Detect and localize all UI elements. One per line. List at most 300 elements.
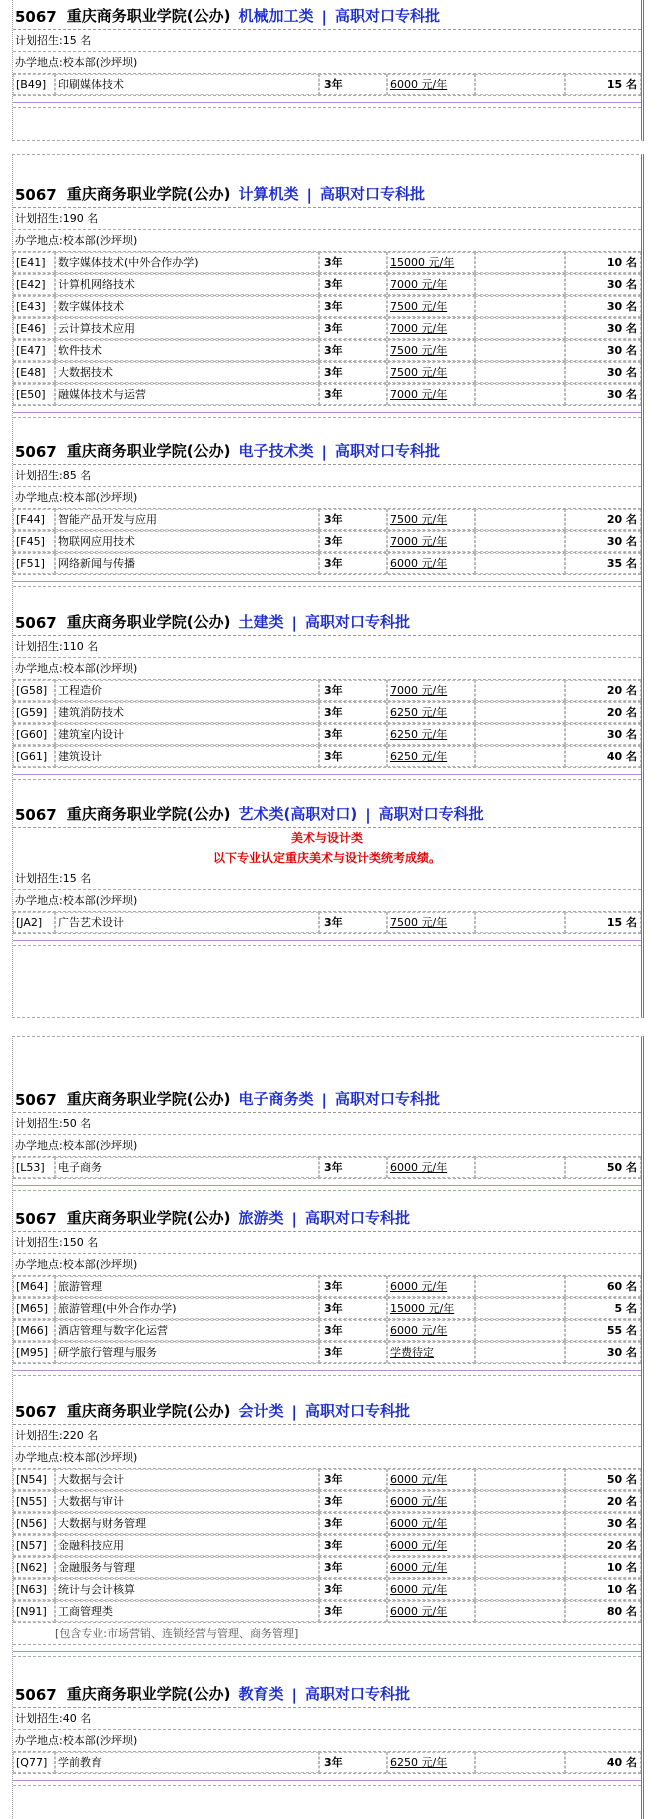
tuition-link[interactable]: 7000 元/年 [387,274,475,295]
blank-cell [475,1557,565,1578]
duration: 3年 [319,74,387,95]
section-divider [13,940,641,941]
major-code: [E41] [13,252,55,273]
batch-link[interactable]: 高职对口专科批 [304,1402,410,1420]
category-link[interactable]: 电子技术类 [238,442,314,460]
major-code: [G60] [13,724,55,745]
campus-label: 办学地点: [15,491,63,504]
school-code: 5067 [15,1403,57,1421]
batch-link[interactable]: 高职对口专科批 [304,1209,410,1227]
blank-cell [475,74,565,95]
enrollment-count: 40 名 [565,1752,641,1773]
plan-count [13,465,641,487]
program-section [13,1085,641,1191]
duration: 3年 [319,680,387,701]
tuition-link[interactable]: 6000 元/年 [387,1491,475,1512]
duration: 3年 [319,1579,387,1600]
major-row [13,1342,641,1364]
plan-label: 计划招生: [15,872,63,885]
program-section [13,1680,641,1786]
major-name: 酒店管理与数字化运营 [55,1320,319,1341]
major-row [13,1469,641,1491]
section-rule [13,1375,641,1376]
separator: | [365,806,371,824]
plan-label: 计划招生: [15,34,63,47]
category-link[interactable]: 电子商务类 [238,1090,314,1108]
plan-value: 190 名 [62,212,99,225]
major-name: 物联网应用技术 [55,531,319,552]
section-divider [13,102,641,103]
tuition-link[interactable]: 6000 元/年 [387,1557,475,1578]
major-code: [N54] [13,1469,55,1490]
tuition-link[interactable]: 6000 元/年 [387,553,475,574]
campus-label: 办学地点: [15,1734,63,1747]
enrollment-count: 50 名 [565,1469,641,1490]
major-code: [E47] [13,340,55,361]
major-code: [F45] [13,531,55,552]
major-row [13,912,641,934]
enrollment-count: 10 名 [565,1557,641,1578]
major-row [13,384,641,406]
major-code: [F51] [13,553,55,574]
major-name: 融媒体技术与运营 [55,384,319,405]
major-row [13,1601,641,1623]
batch-link[interactable]: 高职对口专科批 [334,442,440,460]
blank-cell [475,1320,565,1341]
major-name: 建筑设计 [55,746,319,767]
major-code: [F44] [13,509,55,530]
major-name: 智能产品开发与应用 [55,509,319,530]
duration: 3年 [319,1535,387,1556]
blank-cell [475,746,565,767]
duration: 3年 [319,1298,387,1319]
enrollment-count: 10 名 [565,1579,641,1600]
major-name: 建筑消防技术 [55,702,319,723]
major-row [13,1491,641,1513]
major-code: [N91] [13,1601,55,1622]
tuition-link[interactable]: 学费待定 [387,1342,475,1363]
blank-cell [475,252,565,273]
plan-count [13,868,641,890]
major-name: 大数据与会计 [55,1469,319,1490]
plan-value: 220 名 [62,1429,99,1442]
duration: 3年 [319,274,387,295]
duration: 3年 [319,1276,387,1297]
blank-cell [475,274,565,295]
blank-cell [475,1491,565,1512]
campus-label: 办学地点: [15,1258,63,1271]
duration: 3年 [319,1157,387,1178]
school-code: 5067 [15,806,57,824]
major-row [13,1535,641,1557]
major-name: 旅游管理(中外合作办学) [55,1298,319,1319]
campus-value: 校本部(沙坪坝) [62,56,138,69]
enrollment-count: 30 名 [565,274,641,295]
plan-count [13,1708,641,1730]
campus-label: 办学地点: [15,894,63,907]
program-section [13,180,641,418]
enrollment-count: 20 名 [565,1491,641,1512]
enrollment-count: 30 名 [565,362,641,383]
major-name: 大数据与审计 [55,1491,319,1512]
major-row [13,74,641,96]
major-row [13,531,641,553]
enrollment-count: 35 名 [565,553,641,574]
major-code: [JA2] [13,912,55,933]
major-name: 数字媒体技术 [55,296,319,317]
blank-cell [475,1579,565,1600]
school-code: 5067 [15,8,57,26]
category-link[interactable]: 艺术类(高职对口) [238,805,358,823]
tuition-link[interactable]: 6250 元/年 [387,702,475,723]
section-divider [13,1370,641,1371]
tuition-link[interactable]: 7500 元/年 [387,296,475,317]
major-code: [E42] [13,274,55,295]
tuition-link[interactable]: 6000 元/年 [387,1276,475,1297]
section-rule [13,945,641,946]
major-row [13,1579,641,1601]
section-header [13,800,641,828]
duration: 3年 [319,318,387,339]
major-code: [N62] [13,1557,55,1578]
plan-label: 计划招生: [15,640,63,653]
major-row [13,1557,641,1579]
tuition-link[interactable]: 6000 元/年 [387,1579,475,1600]
blank-cell [475,702,565,723]
blank-cell [475,509,565,530]
blank-cell [475,912,565,933]
category-link[interactable]: 会计类 [238,1402,284,1420]
campus-label: 办学地点: [15,56,63,69]
tuition-link[interactable]: 6000 元/年 [387,1469,475,1490]
plan-label: 计划招生: [15,469,63,482]
section-divider [13,1651,641,1652]
major-name: 广告艺术设计 [55,912,319,933]
separator: | [291,1403,297,1421]
tuition-link[interactable]: 6000 元/年 [387,1320,475,1341]
blank-cell [475,1469,565,1490]
section-rule [13,1785,641,1786]
major-row [13,1513,641,1535]
section-divider [13,774,641,775]
enrollment-count: 5 名 [565,1298,641,1319]
enrollment-count: 60 名 [565,1276,641,1297]
blank-cell [475,1752,565,1773]
duration: 3年 [319,553,387,574]
tuition-link[interactable]: 15000 元/年 [387,252,475,273]
program-section [13,1204,641,1376]
campus-location [13,890,641,912]
section-header [13,1680,641,1708]
major-name: 云计算技术应用 [55,318,319,339]
tuition-link[interactable]: 6000 元/年 [387,1513,475,1534]
major-name: 旅游管理 [55,1276,319,1297]
tuition-link[interactable]: 15000 元/年 [387,1298,475,1319]
duration: 3年 [319,1469,387,1490]
major-row [13,296,641,318]
batch-link[interactable]: 高职对口专科批 [334,7,440,25]
enrollment-count: 20 名 [565,509,641,530]
plan-label: 计划招生: [15,1712,63,1725]
blank-cell [475,296,565,317]
tuition-link[interactable]: 7000 元/年 [387,531,475,552]
campus-value: 校本部(沙坪坝) [62,234,138,247]
major-row [13,1320,641,1342]
separator: | [321,1091,327,1109]
major-row [13,680,641,702]
campus-value: 校本部(沙坪坝) [62,894,138,907]
plan-label: 计划招生: [15,212,63,225]
major-code: [G59] [13,702,55,723]
duration: 3年 [319,296,387,317]
category-link[interactable]: 机械加工类 [238,7,314,25]
campus-value: 校本部(沙坪坝) [62,1139,138,1152]
school-code: 5067 [15,186,57,204]
major-name: 统计与会计核算 [55,1579,319,1600]
duration: 3年 [319,746,387,767]
batch-link[interactable]: 高职对口专科批 [378,805,484,823]
tuition-link[interactable]: 6250 元/年 [387,724,475,745]
major-code: [N57] [13,1535,55,1556]
tuition-link[interactable]: 6250 元/年 [387,746,475,767]
tuition-link[interactable]: 7000 元/年 [387,680,475,701]
school-name: 重庆商务职业学院(公办) [66,185,231,203]
enrollment-count: 50 名 [565,1157,641,1178]
major-name: 软件技术 [55,340,319,361]
separator: | [321,443,327,461]
major-row [13,252,641,274]
campus-label: 办学地点: [15,662,63,675]
campus-location [13,1254,641,1276]
enrollment-count: 20 名 [565,680,641,701]
duration: 3年 [319,1491,387,1512]
category-link[interactable]: 教育类 [238,1685,284,1703]
school-name: 重庆商务职业学院(公办) [66,1209,231,1227]
major-row [13,274,641,296]
blank-cell [475,724,565,745]
tuition-link[interactable]: 7500 元/年 [387,912,475,933]
campus-label: 办学地点: [15,1451,63,1464]
campus-value: 校本部(沙坪坝) [62,1258,138,1271]
blank-cell [475,1535,565,1556]
batch-link[interactable]: 高职对口专科批 [319,185,425,203]
campus-location [13,230,641,252]
separator: | [321,8,327,26]
art-category-title: 美术与设计类 [290,831,363,845]
tuition-link[interactable]: 6000 元/年 [387,74,475,95]
school-name: 重庆商务职业学院(公办) [66,613,231,631]
duration: 3年 [319,702,387,723]
section-divider [13,1780,641,1781]
school-code: 5067 [15,443,57,461]
section-rule [13,107,641,108]
major-row [13,1276,641,1298]
major-code: [E43] [13,296,55,317]
major-name: 金融服务与管理 [55,1557,319,1578]
program-section [13,1397,641,1657]
plan-value: 15 名 [62,34,92,47]
blank-cell [475,362,565,383]
duration: 3年 [319,1601,387,1622]
major-name: 建筑室内设计 [55,724,319,745]
blank-cell [475,1298,565,1319]
enrollment-count: 15 名 [565,912,641,933]
school-name: 重庆商务职业学院(公办) [66,805,231,823]
major-code: [M64] [13,1276,55,1297]
section-divider [13,581,641,582]
major-code: [M65] [13,1298,55,1319]
major-code: [G58] [13,680,55,701]
separator: | [291,1210,297,1228]
major-code: [N56] [13,1513,55,1534]
school-name: 重庆商务职业学院(公办) [66,7,231,25]
blank-cell [475,1276,565,1297]
major-row [13,1298,641,1320]
tuition-link[interactable]: 7500 元/年 [387,340,475,361]
category-link[interactable]: 土建类 [238,613,284,631]
batch-link[interactable]: 高职对口专科批 [334,1090,440,1108]
section-rule [13,1656,641,1657]
tuition-link[interactable]: 7500 元/年 [387,509,475,530]
school-name: 重庆商务职业学院(公办) [66,442,231,460]
enrollment-count: 30 名 [565,1513,641,1534]
major-code: [N63] [13,1579,55,1600]
campus-label: 办学地点: [15,1139,63,1152]
plan-count [13,208,641,230]
major-code: [E48] [13,362,55,383]
campus-value: 校本部(沙坪坝) [62,491,138,504]
duration: 3年 [319,1752,387,1773]
duration: 3年 [319,724,387,745]
plan-count [13,1113,641,1135]
campus-location [13,487,641,509]
blank-cell [475,531,565,552]
program-section [13,800,641,946]
enrollment-count: 40 名 [565,746,641,767]
section-header [13,180,641,208]
blank-cell [475,680,565,701]
tuition-link[interactable]: 6000 元/年 [387,1601,475,1622]
campus-location [13,52,641,74]
batch-link[interactable]: 高职对口专科批 [304,613,410,631]
campus-location [13,658,641,680]
plan-value: 15 名 [62,872,92,885]
major-name: 工程造价 [55,680,319,701]
plan-count [13,1232,641,1254]
blank-cell [475,318,565,339]
duration: 3年 [319,362,387,383]
campus-location [13,1135,641,1157]
enrollment-count: 20 名 [565,1535,641,1556]
enrollment-count: 30 名 [565,384,641,405]
plan-label: 计划招生: [15,1117,63,1130]
campus-value: 校本部(沙坪坝) [62,1451,138,1464]
tuition-link[interactable]: 6000 元/年 [387,1157,475,1178]
batch-link[interactable]: 高职对口专科批 [304,1685,410,1703]
major-row [13,318,641,340]
major-code: [N55] [13,1491,55,1512]
school-code: 5067 [15,614,57,632]
blank-cell [475,1157,565,1178]
major-name: 数字媒体技术(中外合作办学) [55,252,319,273]
blank-cell [475,553,565,574]
campus-location [13,1730,641,1752]
major-name: 电子商务 [55,1157,319,1178]
enrollment-count: 15 名 [565,74,641,95]
section-rule [13,779,641,780]
section-rule [13,586,641,587]
campus-label: 办学地点: [15,234,63,247]
major-row [13,509,641,531]
section-rule [13,417,641,418]
major-row [13,724,641,746]
enrollment-count: 30 名 [565,1342,641,1363]
tuition-link[interactable]: 6250 元/年 [387,1752,475,1773]
major-code: [E46] [13,318,55,339]
duration: 3年 [319,252,387,273]
blank-cell [475,384,565,405]
tuition-link[interactable]: 6000 元/年 [387,1535,475,1556]
separator: | [291,614,297,632]
duration: 3年 [319,509,387,530]
duration: 3年 [319,912,387,933]
plan-value: 40 名 [62,1712,92,1725]
section-divider [13,1185,641,1186]
tuition-link[interactable]: 7000 元/年 [387,318,475,339]
separator: | [291,1686,297,1704]
enrollment-count: 20 名 [565,702,641,723]
enrollment-count: 30 名 [565,296,641,317]
duration: 3年 [319,340,387,361]
plan-label: 计划招生: [15,1429,63,1442]
plan-count [13,1425,641,1447]
duration: 3年 [319,1342,387,1363]
category-link[interactable]: 计算机类 [238,185,299,203]
major-code: [G61] [13,746,55,767]
tuition-link[interactable]: 7500 元/年 [387,362,475,383]
program-section [13,437,641,587]
blank-cell [475,340,565,361]
major-row [13,702,641,724]
plan-count [13,30,641,52]
school-code: 5067 [15,1091,57,1109]
major-name: 大数据与财务管理 [55,1513,319,1534]
program-section [13,2,641,108]
major-name: 网络新闻与传播 [55,553,319,574]
major-code: [Q77] [13,1752,55,1773]
enrollment-count: 30 名 [565,340,641,361]
major-note: [包含专业:市场营销、连锁经营与管理、商务管理] [13,1623,641,1645]
program-section [13,608,641,780]
school-name: 重庆商务职业学院(公办) [66,1402,231,1420]
plan-value: 110 名 [62,640,99,653]
duration: 3年 [319,1513,387,1534]
tuition-link[interactable]: 7000 元/年 [387,384,475,405]
plan-value: 150 名 [62,1236,99,1249]
section-header [13,608,641,636]
blank-cell [475,1601,565,1622]
plan-value: 85 名 [62,469,92,482]
school-code: 5067 [15,1686,57,1704]
section-rule [13,1190,641,1191]
category-link[interactable]: 旅游类 [238,1209,284,1227]
section-header [13,2,641,30]
duration: 3年 [319,1557,387,1578]
major-row [13,362,641,384]
enrollment-count: 30 名 [565,318,641,339]
enrollment-count: 55 名 [565,1320,641,1341]
major-code: [E50] [13,384,55,405]
